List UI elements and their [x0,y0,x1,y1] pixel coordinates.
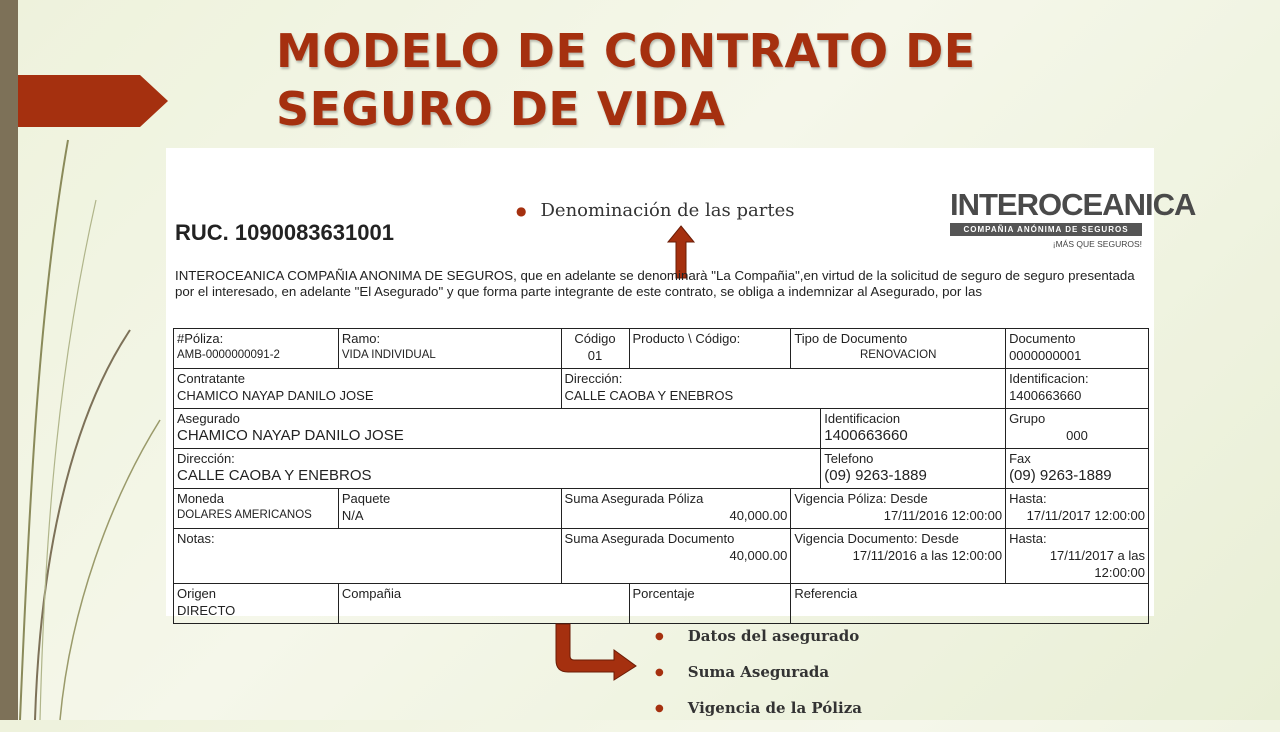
identificacion-asegurado-label: Identificacion [824,411,901,426]
telefono-label: Telefono [824,451,874,466]
notas-label: Notas: [177,531,215,546]
tipo-documento-label: Tipo de Documento [794,331,908,346]
slide-title-line2: SEGURO DE VIDA [276,82,726,136]
cell-vigencia-doc-desde [791,529,1006,584]
origen-value: DIRECTO [177,603,236,618]
cell-grupo [1006,409,1149,449]
asegurado-value: CHAMICO NAYAP DANILO JOSE [177,427,404,444]
identificacion-contratante-value: 1400663660 [1009,388,1082,403]
identificacion-asegurado-value: 1400663660 [824,427,908,444]
direccion-contratante-value: CALLE CAOBA Y ENEBROS [564,388,734,403]
moneda-label: Moneda [177,491,224,506]
logo-name: INTEROCEANICA [950,187,1196,222]
bullet-dot: ● [655,703,664,714]
callout-parties-text: Denominación de las partes [540,200,795,221]
ramo-value: VIDA INDIVIDUAL [341,349,436,361]
ramo-label: Ramo: [341,331,381,346]
documento-label: Documento [1009,331,1076,346]
list-item [655,624,862,660]
cell-vigencia-doc-hasta [1006,529,1149,584]
cell-suma-documento [561,529,791,584]
vigencia-doc-desde-label: Vigencia Documento: Desde [794,531,959,546]
grupo-value: 000 [1066,428,1088,443]
direccion-asegurado-value: CALLE CAOBA Y ENEBROS [177,467,372,484]
fax-value: (09) 9263-1889 [1009,467,1112,484]
bullet-dot: ● [655,631,664,642]
contratante-value: CHAMICO NAYAP DANILO JOSE [177,388,374,403]
list-item [655,696,862,732]
callout-parties [516,200,794,221]
asegurado-label: Asegurado [177,411,240,426]
cell-poliza [174,329,339,369]
cell-compania [338,584,629,624]
vigencia-poliza-hasta-value: 17/11/2017 12:00:00 [1026,508,1145,523]
cell-porcentaje [629,584,791,624]
contratante-label: Contratante [177,371,245,386]
cell-referencia [791,584,1149,624]
compania-label: Compañia [341,586,402,601]
slide-title-line1: MODELO DE CONTRATO DE [276,24,976,78]
cell-contratante [174,369,562,409]
contract-intro-text: INTEROCEANICA COMPAÑIA ANONIMA DE SEGUROS, que en adelante se denominarà "La Compañia",en virtud de la solicitud de seguro de seguro presentada por el interesado, en adelante "El Asegurado" y que forma parte integrante de este contrato, se obliga a indemnizar al Asegurado, por las [175,268,1135,299]
suma-documento-value: 40,000.00 [729,548,788,563]
table-row [174,449,1149,489]
cell-codigo [561,329,629,369]
table-row [174,409,1149,449]
cell-producto [629,329,791,369]
vigencia-poliza-hasta-label: Hasta: [1009,491,1047,506]
bullet-dot: ● [516,204,527,218]
vigencia-poliza-desde-label: Vigencia Póliza: Desde [794,491,928,506]
telefono-value: (09) 9263-1889 [824,467,927,484]
suma-poliza-label: Suma Asegurada Póliza [564,491,704,506]
contract-document-image [166,148,1196,618]
cell-direccion-asegurado [174,449,821,489]
bullet-dot: ● [655,667,664,678]
highlight-bullets [655,624,862,732]
moneda-value: DOLARES AMERICANOS [177,509,312,521]
cell-origen [174,584,339,624]
cell-identificacion-contratante [1006,369,1149,409]
cell-tipo-documento [791,329,1006,369]
table-row [174,529,1149,584]
company-logo [950,187,1196,249]
codigo-value: 01 [587,348,603,363]
title-arrow-shape [18,75,168,127]
cell-documento [1006,329,1149,369]
cell-vigencia-poliza-hasta [1006,489,1149,529]
logo-slogan: ¡MÁS QUE SEGUROS! [1052,239,1142,249]
table-row [174,329,1149,369]
suma-poliza-value: 40,000.00 [729,508,788,523]
logo-subtitle: COMPAÑIA ANÓNIMA DE SEGUROS [950,223,1142,236]
referencia-label: Referencia [794,586,858,601]
producto-label: Producto \ Código: [632,331,741,346]
tipo-documento-value: RENOVACION [859,349,937,361]
bullet-text: Datos del asegurado [687,627,860,645]
bullet-text: Suma Asegurada [687,663,830,681]
direccion-contratante-label: Dirección: [564,371,623,386]
cell-paquete [338,489,561,529]
slide-title [276,22,976,138]
codigo-label: Código [574,331,616,346]
identificacion-contratante-label: Identificacion: [1009,371,1089,386]
origen-label: Origen [177,586,217,601]
cell-asegurado [174,409,821,449]
vigencia-poliza-desde-value: 17/11/2016 12:00:00 [883,508,1003,523]
paquete-label: Paquete [341,491,391,506]
vigencia-doc-hasta-value: 17/11/2017 a las 12:00:00 [1049,548,1145,580]
vigencia-doc-desde-value: 17/11/2016 a las 12:00:00 [852,548,1003,563]
table-row [174,489,1149,529]
list-item [655,660,862,696]
cell-identificacion-asegurado [821,409,1006,449]
suma-documento-label: Suma Asegurada Documento [564,531,735,546]
cell-telefono [821,449,1006,489]
cell-moneda [174,489,339,529]
ruc-number: RUC. 1090083631001 [175,220,394,245]
porcentaje-label: Porcentaje [632,586,695,601]
poliza-label: #Póliza: [177,331,224,346]
fax-label: Fax [1009,451,1031,466]
table-row [174,369,1149,409]
bent-arrow-icon [552,622,640,682]
poliza-value: AMB-0000000091-2 [177,349,280,361]
policy-form-table [173,328,1149,624]
cell-suma-poliza [561,489,791,529]
bullet-text: Vigencia de la Póliza [687,699,862,717]
cell-fax [1006,449,1149,489]
cell-notas [174,529,562,584]
paquete-value: N/A [341,508,364,523]
direccion-asegurado-label: Dirección: [177,451,235,466]
table-row [174,584,1149,624]
cell-ramo [338,329,561,369]
grupo-label: Grupo [1009,411,1046,426]
cell-vigencia-poliza-desde [791,489,1006,529]
vigencia-doc-hasta-label: Hasta: [1009,531,1047,546]
cell-direccion-contratante [561,369,1006,409]
documento-value: 0000000001 [1009,348,1082,363]
